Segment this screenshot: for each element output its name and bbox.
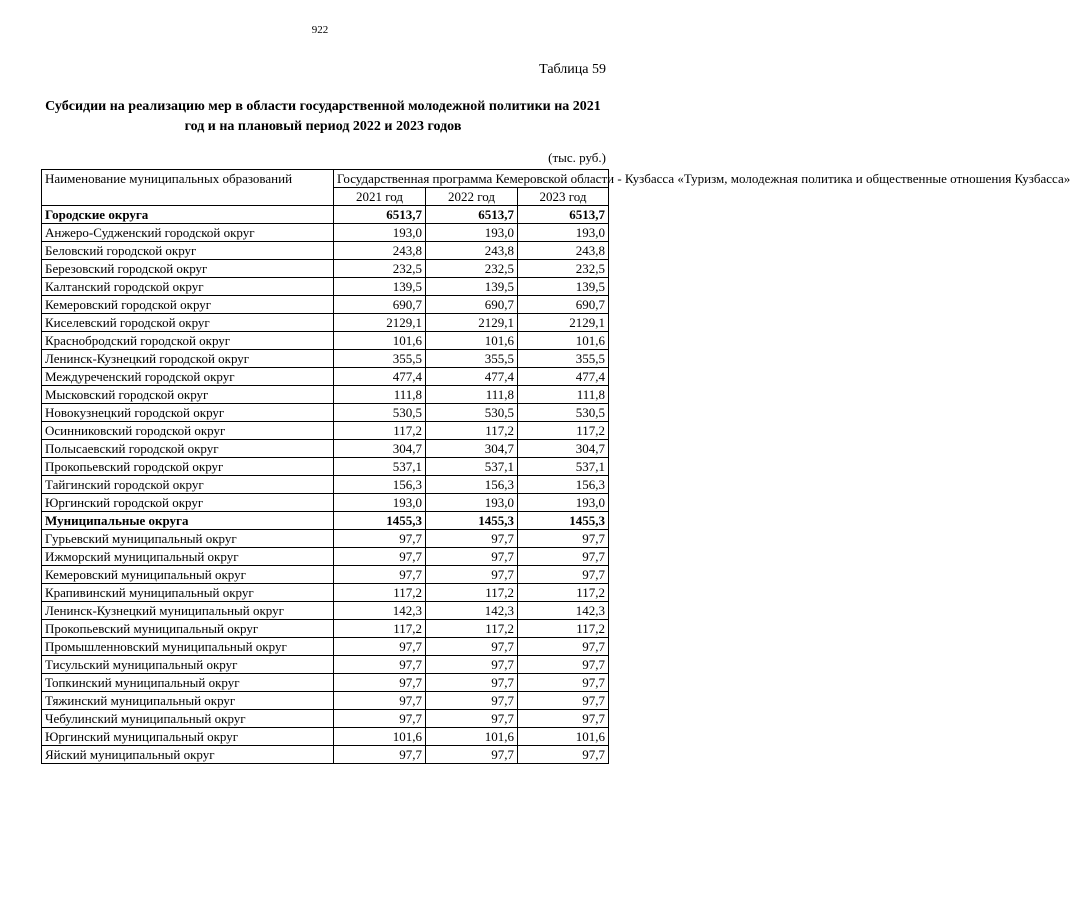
column-header-name: Наименование муниципальных образований bbox=[42, 170, 334, 206]
table-row bbox=[42, 530, 609, 548]
row-name-cell: Междуреченский городской округ bbox=[42, 368, 334, 386]
value-2023-cell: 97,7 bbox=[518, 656, 609, 674]
value-2023-cell: 690,7 bbox=[518, 296, 609, 314]
value-2022-cell: 97,7 bbox=[426, 566, 518, 584]
value-2021-cell: 477,4 bbox=[334, 368, 426, 386]
value-2023-cell: 97,7 bbox=[518, 638, 609, 656]
subsidy-table bbox=[41, 169, 1070, 764]
value-2023-cell: 537,1 bbox=[518, 458, 609, 476]
row-name-cell: Анжеро-Судженский городской округ bbox=[42, 224, 334, 242]
value-2021-cell: 537,1 bbox=[334, 458, 426, 476]
value-2021-cell: 193,0 bbox=[334, 224, 426, 242]
value-2022-cell: 139,5 bbox=[426, 278, 518, 296]
value-2021-cell: 101,6 bbox=[334, 332, 426, 350]
table-row bbox=[42, 710, 609, 728]
value-2023-cell: 156,3 bbox=[518, 476, 609, 494]
table-row bbox=[42, 584, 609, 602]
value-2022-cell: 243,8 bbox=[426, 242, 518, 260]
value-2023-cell: 304,7 bbox=[518, 440, 609, 458]
value-2022-cell: 142,3 bbox=[426, 602, 518, 620]
value-2021-cell: 243,8 bbox=[334, 242, 426, 260]
value-2023-cell: 243,8 bbox=[518, 242, 609, 260]
table-row bbox=[42, 746, 609, 764]
value-2022-cell: 193,0 bbox=[426, 224, 518, 242]
table-row bbox=[42, 368, 609, 386]
value-2022-cell: 111,8 bbox=[426, 386, 518, 404]
table-row bbox=[42, 242, 609, 260]
value-2023-cell: 1455,3 bbox=[518, 512, 609, 530]
table-row bbox=[42, 296, 609, 314]
value-2023-cell: 101,6 bbox=[518, 332, 609, 350]
value-2021-cell: 97,7 bbox=[334, 674, 426, 692]
table-row bbox=[42, 404, 609, 422]
table-row bbox=[42, 692, 609, 710]
value-2023-cell: 97,7 bbox=[518, 692, 609, 710]
units-label: (тыс. руб.) bbox=[548, 150, 606, 165]
value-2021-cell: 97,7 bbox=[334, 656, 426, 674]
value-2023-cell: 142,3 bbox=[518, 602, 609, 620]
row-name-cell: Киселевский городской округ bbox=[42, 314, 334, 332]
row-name-cell: Чебулинский муниципальный округ bbox=[42, 710, 334, 728]
table-row bbox=[42, 440, 609, 458]
table-row bbox=[42, 386, 609, 404]
value-2022-cell: 97,7 bbox=[426, 548, 518, 566]
value-2023-cell: 477,4 bbox=[518, 368, 609, 386]
row-name-cell: Яйский муниципальный округ bbox=[42, 746, 334, 764]
row-name-cell: Гурьевский муниципальный округ bbox=[42, 530, 334, 548]
row-name-cell: Муниципальные округа bbox=[42, 512, 334, 530]
value-2022-cell: 97,7 bbox=[426, 710, 518, 728]
table-row bbox=[42, 224, 609, 242]
value-2023-cell: 117,2 bbox=[518, 620, 609, 638]
value-2022-cell: 97,7 bbox=[426, 656, 518, 674]
value-2021-cell: 139,5 bbox=[334, 278, 426, 296]
table-row bbox=[42, 674, 609, 692]
row-name-cell: Тяжинский муниципальный округ bbox=[42, 692, 334, 710]
value-2021-cell: 97,7 bbox=[334, 566, 426, 584]
value-2023-cell: 97,7 bbox=[518, 674, 609, 692]
value-2022-cell: 101,6 bbox=[426, 728, 518, 746]
table-row bbox=[42, 494, 609, 512]
value-2022-cell: 117,2 bbox=[426, 422, 518, 440]
table-row bbox=[42, 422, 609, 440]
value-2022-cell: 477,4 bbox=[426, 368, 518, 386]
value-2023-cell: 97,7 bbox=[518, 530, 609, 548]
value-2022-cell: 97,7 bbox=[426, 530, 518, 548]
table-row bbox=[42, 656, 609, 674]
value-2022-cell: 690,7 bbox=[426, 296, 518, 314]
value-2023-cell: 139,5 bbox=[518, 278, 609, 296]
table-body bbox=[42, 206, 609, 764]
column-header-program: Государственная программа Кемеровской области - Кузбасса «Туризм, молодежная политика и общественные отношения Кузбасса» bbox=[334, 170, 609, 188]
document-title: Субсидии на реализацию мер в области государственной молодежной политики на 2021 год и на плановый период 2022 и 2023 годов bbox=[45, 99, 601, 134]
value-2022-cell: 1455,3 bbox=[426, 512, 518, 530]
value-2021-cell: 232,5 bbox=[334, 260, 426, 278]
value-2022-cell: 193,0 bbox=[426, 494, 518, 512]
value-2021-cell: 97,7 bbox=[334, 746, 426, 764]
row-name-cell: Новокузнецкий городской округ bbox=[42, 404, 334, 422]
row-name-cell: Юргинский муниципальный округ bbox=[42, 728, 334, 746]
page-number: 922 bbox=[311, 24, 329, 36]
value-2022-cell: 156,3 bbox=[426, 476, 518, 494]
table-row bbox=[42, 638, 609, 656]
row-name-cell: Городские округа bbox=[42, 206, 334, 224]
column-header-2021: 2021 год bbox=[334, 188, 426, 206]
value-2021-cell: 156,3 bbox=[334, 476, 426, 494]
value-2023-cell: 355,5 bbox=[518, 350, 609, 368]
table-row bbox=[42, 566, 609, 584]
value-2023-cell: 97,7 bbox=[518, 710, 609, 728]
row-name-cell: Ижморский муниципальный округ bbox=[42, 548, 334, 566]
row-name-cell: Крапивинский муниципальный округ bbox=[42, 584, 334, 602]
value-2023-cell: 97,7 bbox=[518, 566, 609, 584]
value-2021-cell: 117,2 bbox=[334, 422, 426, 440]
value-2022-cell: 101,6 bbox=[426, 332, 518, 350]
value-2021-cell: 142,3 bbox=[334, 602, 426, 620]
row-name-cell: Прокопьевский городской округ bbox=[42, 458, 334, 476]
value-2023-cell: 117,2 bbox=[518, 422, 609, 440]
column-header-2022: 2022 год bbox=[426, 188, 518, 206]
row-name-cell: Тисульский муниципальный округ bbox=[42, 656, 334, 674]
row-name-cell: Прокопьевский муниципальный округ bbox=[42, 620, 334, 638]
value-2021-cell: 193,0 bbox=[334, 494, 426, 512]
table-row bbox=[42, 458, 609, 476]
value-2023-cell: 6513,7 bbox=[518, 206, 609, 224]
value-2023-cell: 97,7 bbox=[518, 548, 609, 566]
value-2021-cell: 117,2 bbox=[334, 584, 426, 602]
row-name-cell: Юргинский городской округ bbox=[42, 494, 334, 512]
table-row bbox=[42, 350, 609, 368]
row-name-cell: Беловский городской округ bbox=[42, 242, 334, 260]
row-name-cell: Осинниковский городской округ bbox=[42, 422, 334, 440]
table-row bbox=[42, 332, 609, 350]
value-2021-cell: 117,2 bbox=[334, 620, 426, 638]
table-group-row bbox=[42, 512, 609, 530]
value-2021-cell: 355,5 bbox=[334, 350, 426, 368]
value-2023-cell: 117,2 bbox=[518, 584, 609, 602]
value-2023-cell: 193,0 bbox=[518, 494, 609, 512]
table-row bbox=[42, 260, 609, 278]
table-header-row bbox=[42, 170, 609, 188]
value-2021-cell: 97,7 bbox=[334, 710, 426, 728]
table-row bbox=[42, 602, 609, 620]
row-name-cell: Тайгинский городской округ bbox=[42, 476, 334, 494]
value-2021-cell: 690,7 bbox=[334, 296, 426, 314]
table-group-row bbox=[42, 206, 609, 224]
value-2023-cell: 111,8 bbox=[518, 386, 609, 404]
row-name-cell: Кемеровский городской округ bbox=[42, 296, 334, 314]
row-name-cell: Полысаевский городской округ bbox=[42, 440, 334, 458]
row-name-cell: Топкинский муниципальный округ bbox=[42, 674, 334, 692]
row-name-cell: Промышленновский муниципальный округ bbox=[42, 638, 334, 656]
value-2022-cell: 355,5 bbox=[426, 350, 518, 368]
value-2022-cell: 530,5 bbox=[426, 404, 518, 422]
value-2022-cell: 6513,7 bbox=[426, 206, 518, 224]
row-name-cell: Кемеровский муниципальный округ bbox=[42, 566, 334, 584]
table-row bbox=[42, 728, 609, 746]
value-2023-cell: 193,0 bbox=[518, 224, 609, 242]
value-2021-cell: 2129,1 bbox=[334, 314, 426, 332]
row-name-cell: Ленинск-Кузнецкий муниципальный округ bbox=[42, 602, 334, 620]
value-2021-cell: 530,5 bbox=[334, 404, 426, 422]
value-2021-cell: 101,6 bbox=[334, 728, 426, 746]
value-2023-cell: 97,7 bbox=[518, 746, 609, 764]
value-2022-cell: 232,5 bbox=[426, 260, 518, 278]
table-label: Таблица 59 bbox=[539, 62, 606, 77]
table-row bbox=[42, 278, 609, 296]
value-2021-cell: 111,8 bbox=[334, 386, 426, 404]
row-name-cell: Калтанский городской округ bbox=[42, 278, 334, 296]
value-2023-cell: 232,5 bbox=[518, 260, 609, 278]
table-row bbox=[42, 620, 609, 638]
value-2022-cell: 97,7 bbox=[426, 638, 518, 656]
value-2022-cell: 2129,1 bbox=[426, 314, 518, 332]
row-name-cell: Мысковский городской округ bbox=[42, 386, 334, 404]
value-2021-cell: 97,7 bbox=[334, 692, 426, 710]
value-2022-cell: 304,7 bbox=[426, 440, 518, 458]
table-row bbox=[42, 548, 609, 566]
value-2021-cell: 6513,7 bbox=[334, 206, 426, 224]
value-2022-cell: 537,1 bbox=[426, 458, 518, 476]
value-2021-cell: 97,7 bbox=[334, 638, 426, 656]
row-name-cell: Краснобродский городской округ bbox=[42, 332, 334, 350]
value-2021-cell: 304,7 bbox=[334, 440, 426, 458]
table-row bbox=[42, 314, 609, 332]
value-2021-cell: 1455,3 bbox=[334, 512, 426, 530]
value-2021-cell: 97,7 bbox=[334, 530, 426, 548]
value-2022-cell: 117,2 bbox=[426, 620, 518, 638]
value-2022-cell: 97,7 bbox=[426, 674, 518, 692]
row-name-cell: Березовский городской округ bbox=[42, 260, 334, 278]
value-2022-cell: 97,7 bbox=[426, 746, 518, 764]
row-name-cell: Ленинск-Кузнецкий городской округ bbox=[42, 350, 334, 368]
value-2021-cell: 97,7 bbox=[334, 548, 426, 566]
value-2023-cell: 530,5 bbox=[518, 404, 609, 422]
value-2023-cell: 2129,1 bbox=[518, 314, 609, 332]
value-2022-cell: 117,2 bbox=[426, 584, 518, 602]
table-row bbox=[42, 476, 609, 494]
column-header-2023: 2023 год bbox=[518, 188, 609, 206]
value-2023-cell: 101,6 bbox=[518, 728, 609, 746]
value-2022-cell: 97,7 bbox=[426, 692, 518, 710]
